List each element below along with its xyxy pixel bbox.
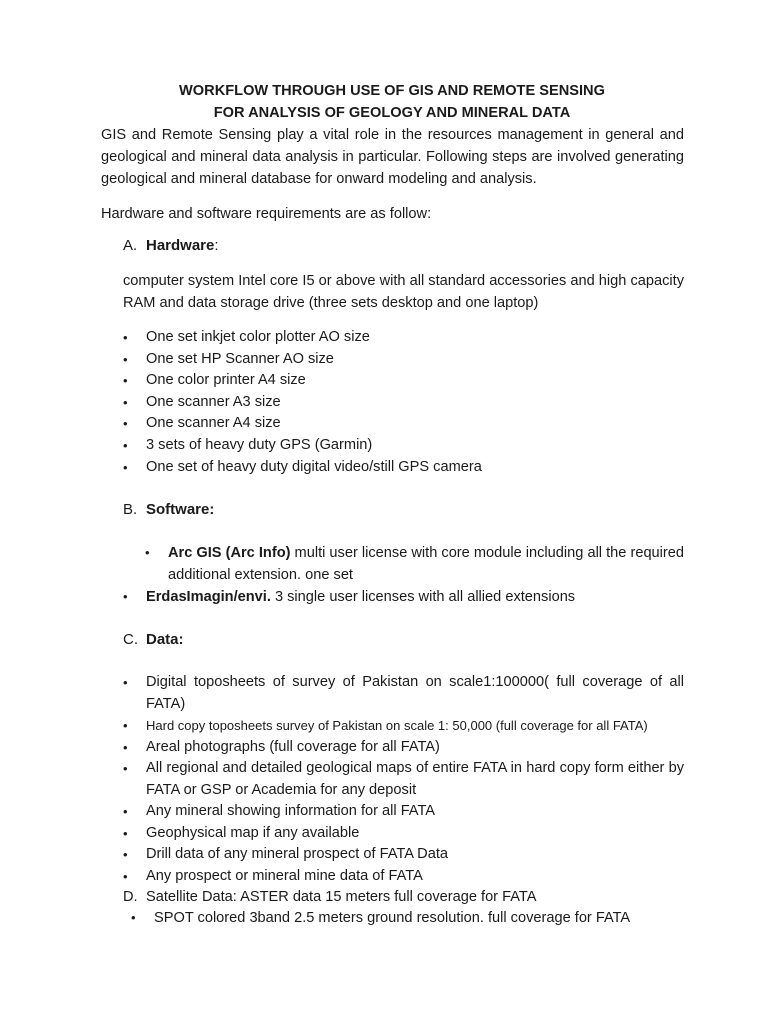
bullet-icon: •: [123, 868, 128, 884]
bullet-icon: •: [123, 739, 128, 755]
bullet-icon: •: [131, 910, 136, 925]
bullet-icon: •: [123, 761, 128, 776]
list-item: • One set HP Scanner AO size: [123, 349, 684, 371]
list-item: • Hard copy toposheets survey of Pakistan on scale 1: 50,000 (full coverage for all FATA): [123, 715, 684, 737]
hardware-letter: A.: [123, 237, 138, 254]
software-item-1-name: Arc GIS (Arc Info): [168, 545, 291, 561]
bullet-icon: •: [123, 847, 128, 862]
list-item: • One scanner A4 size: [123, 413, 684, 435]
software-item-2-name: ErdasImagin/envi.: [146, 589, 271, 605]
hardware-heading-text: Hardware: [146, 237, 215, 254]
software-letter: B.: [123, 501, 138, 518]
bullet-icon: •: [145, 545, 150, 560]
bullet-icon: •: [123, 825, 128, 841]
bullet-icon: •: [123, 718, 128, 733]
satellite-heading: [123, 886, 684, 908]
bullet-icon: •: [123, 394, 128, 410]
satellite-letter: D.: [123, 889, 138, 905]
list-item: • One set inkjet color plotter AO size: [123, 327, 684, 349]
software-heading-text: Software:: [146, 501, 215, 518]
bullet-icon: •: [123, 675, 128, 690]
list-item: [145, 542, 684, 586]
bullet-icon: •: [123, 459, 128, 475]
bullet-icon: •: [123, 437, 128, 453]
list-item: • All regional and detailed geological maps of entire FATA in hard copy form either by FATA or GSP or Academia for any deposit: [123, 760, 684, 798]
document-title: [100, 80, 684, 124]
list-item: • SPOT colored 3band 2.5 meters ground resolution. full coverage for FATA: [131, 907, 692, 929]
software-list-1: [145, 542, 684, 586]
bullet-icon: •: [123, 351, 128, 367]
software-list-2: [123, 586, 684, 608]
hardware-description: computer system Intel core I5 or above with all standard accessories and high capacity RAM and data storage drive (three sets desktop and one laptop): [123, 273, 684, 311]
satellite-text: Satellite Data: ASTER data 15 meters full coverage for FATA: [146, 889, 537, 905]
list-item: • Any prospect or mineral mine data of FATA: [123, 866, 684, 888]
intro-paragraph: GIS and Remote Sensing play a vital role in the resources management in general and geological and mineral data analysis in particular. Following steps are involved generating geological and mineral database for onward modeling and analysis.: [101, 127, 684, 187]
data-list: [123, 672, 684, 887]
data-heading-text: Data:: [146, 631, 184, 648]
bullet-icon: •: [123, 589, 128, 604]
title-line-2: FOR ANALYSIS OF GEOLOGY AND MINERAL DATA: [213, 105, 571, 121]
data-letter: C.: [123, 631, 138, 648]
list-item: • Digital toposheets of survey of Pakistan on scale1:100000( full coverage of all FATA): [123, 674, 684, 712]
list-item: • One set of heavy duty digital video/still GPS camera: [123, 457, 684, 479]
list-item: • One color printer A4 size: [123, 370, 684, 392]
bullet-icon: •: [123, 416, 128, 432]
software-heading: [123, 499, 214, 521]
software-item-1-desc: multi user license with core module including all the required additional extension. one set: [168, 545, 685, 583]
spot-list: [131, 907, 692, 929]
bullet-icon: •: [123, 330, 128, 345]
list-item: • Areal photographs (full coverage for all FATA): [123, 737, 684, 759]
list-item: • 3 sets of heavy duty GPS (Garmin): [123, 435, 684, 457]
list-item: [123, 586, 684, 608]
hardware-heading-colon: :: [214, 237, 219, 254]
list-item: • One scanner A3 size: [123, 392, 684, 414]
list-item: • Drill data of any mineral prospect of FATA Data: [123, 844, 684, 866]
list-item: • Any mineral showing information for all FATA: [123, 801, 684, 823]
hardware-list: [123, 327, 684, 478]
bullet-icon: •: [123, 373, 128, 389]
requirements-intro: Hardware and software requirements are as follow:: [101, 206, 432, 222]
bullet-icon: •: [123, 804, 128, 819]
software-item-2-desc: 3 single user licenses with all allied extensions: [270, 589, 576, 605]
list-item: • Geophysical map if any available: [123, 823, 684, 845]
hardware-heading: [123, 235, 219, 257]
data-heading: [123, 629, 184, 651]
title-line-1: WORKFLOW THROUGH USE OF GIS AND REMOTE SENSING: [179, 83, 605, 99]
